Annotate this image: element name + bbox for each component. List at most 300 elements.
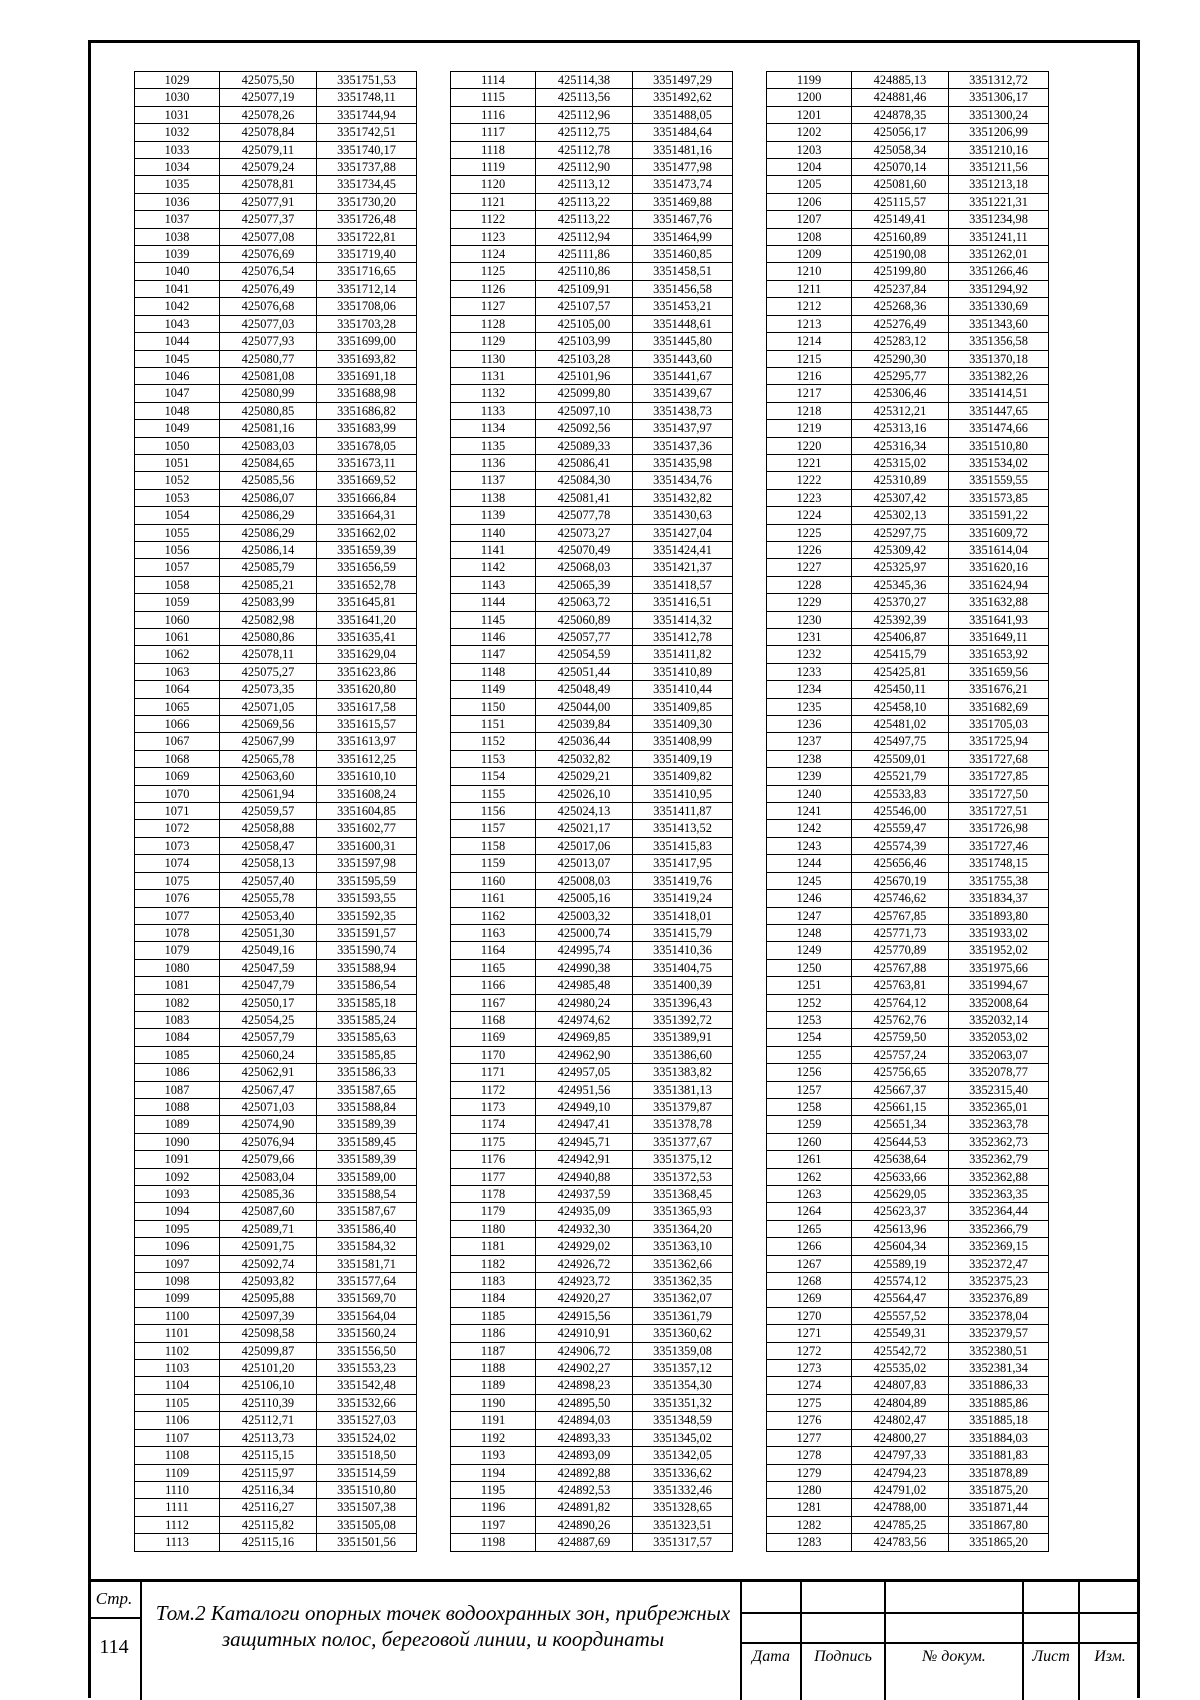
table-row [451, 437, 733, 454]
y-coordinate: 3351435,98 [633, 454, 733, 471]
point-number: 1091 [135, 1151, 220, 1168]
table-row [135, 1168, 417, 1185]
y-coordinate: 3351411,87 [633, 803, 733, 820]
y-coordinate: 3351484,64 [633, 124, 733, 141]
x-coordinate: 424942,91 [536, 1151, 633, 1168]
table-row [767, 1464, 1049, 1481]
y-coordinate: 3351878,89 [949, 1464, 1049, 1481]
y-coordinate: 3351467,76 [633, 211, 733, 228]
table-row [767, 298, 1049, 315]
y-coordinate: 3351569,70 [317, 1290, 417, 1307]
x-coordinate: 425670,19 [852, 872, 949, 889]
table-row [767, 1394, 1049, 1411]
point-number: 1103 [135, 1360, 220, 1377]
point-number: 1281 [767, 1499, 852, 1516]
y-coordinate: 3351727,46 [949, 837, 1049, 854]
point-number: 1200 [767, 89, 852, 106]
x-coordinate: 425078,11 [220, 646, 317, 663]
point-number: 1230 [767, 611, 852, 628]
point-number: 1171 [451, 1064, 536, 1081]
table-row [135, 541, 417, 558]
table-row [767, 750, 1049, 767]
y-coordinate: 3351623,86 [317, 663, 417, 680]
point-number: 1092 [135, 1168, 220, 1185]
y-coordinate: 3351589,39 [317, 1151, 417, 1168]
y-coordinate: 3351348,59 [633, 1412, 733, 1429]
y-coordinate: 3351653,92 [949, 646, 1049, 663]
x-coordinate: 425115,15 [220, 1447, 317, 1464]
x-coordinate: 425056,17 [852, 124, 949, 141]
point-number: 1188 [451, 1360, 536, 1377]
y-coordinate: 3351586,54 [317, 977, 417, 994]
x-coordinate: 424957,05 [536, 1064, 633, 1081]
y-coordinate: 3351361,79 [633, 1307, 733, 1324]
point-number: 1104 [135, 1377, 220, 1394]
y-coordinate: 3351581,71 [317, 1255, 417, 1272]
x-coordinate: 425008,03 [536, 872, 633, 889]
x-coordinate: 425316,34 [852, 437, 949, 454]
header-change: Изм. [1094, 1648, 1126, 1665]
x-coordinate: 425295,77 [852, 367, 949, 384]
x-coordinate: 425060,89 [536, 611, 633, 628]
table-row [451, 1447, 733, 1464]
x-coordinate: 425063,60 [220, 768, 317, 785]
y-coordinate: 3351488,05 [633, 106, 733, 123]
x-coordinate: 425110,86 [536, 263, 633, 280]
point-number: 1042 [135, 298, 220, 315]
point-number: 1190 [451, 1394, 536, 1411]
x-coordinate: 425032,82 [536, 750, 633, 767]
table-row [135, 1151, 417, 1168]
table-row [767, 1429, 1049, 1446]
y-coordinate: 3351448,61 [633, 315, 733, 332]
x-coordinate: 425112,75 [536, 124, 633, 141]
document-title: Том.2 Каталоги опорных точек водоохранных зон, прибрежных защитных полос, береговой линии, и координаты [155, 1601, 731, 1651]
x-coordinate: 425085,79 [220, 559, 317, 576]
table-row [135, 803, 417, 820]
point-number: 1247 [767, 907, 852, 924]
y-coordinate: 3351585,63 [317, 1029, 417, 1046]
x-coordinate: 424962,90 [536, 1046, 633, 1063]
table-row [451, 541, 733, 558]
x-coordinate: 425026,10 [536, 785, 633, 802]
y-coordinate: 3351492,62 [633, 89, 733, 106]
table-row [135, 1046, 417, 1063]
table-row [135, 1534, 417, 1551]
point-number: 1112 [135, 1516, 220, 1533]
table-row [767, 1481, 1049, 1498]
x-coordinate: 424878,35 [852, 106, 949, 123]
table-row [451, 89, 733, 106]
y-coordinate: 3351414,51 [949, 385, 1049, 402]
x-coordinate: 425759,50 [852, 1029, 949, 1046]
table-row [135, 1325, 417, 1342]
table-row [767, 1342, 1049, 1359]
point-number: 1152 [451, 733, 536, 750]
table-row [767, 1534, 1049, 1551]
table-row [135, 141, 417, 158]
table-row [767, 246, 1049, 263]
y-coordinate: 3351588,54 [317, 1186, 417, 1203]
point-number: 1170 [451, 1046, 536, 1063]
y-coordinate: 3351629,04 [317, 646, 417, 663]
point-number: 1075 [135, 872, 220, 889]
point-number: 1071 [135, 803, 220, 820]
table-row [135, 298, 417, 315]
point-number: 1164 [451, 942, 536, 959]
y-coordinate: 3351587,67 [317, 1203, 417, 1220]
x-coordinate: 424804,89 [852, 1394, 949, 1411]
point-number: 1215 [767, 350, 852, 367]
point-number: 1100 [135, 1307, 220, 1324]
y-coordinate: 3351641,20 [317, 611, 417, 628]
table-row [451, 72, 733, 89]
point-number: 1220 [767, 437, 852, 454]
page-number: 114 [99, 1636, 129, 1658]
point-number: 1130 [451, 350, 536, 367]
x-coordinate: 425084,30 [536, 472, 633, 489]
y-coordinate: 3351527,03 [317, 1412, 417, 1429]
point-number: 1192 [451, 1429, 536, 1446]
table-row [135, 750, 417, 767]
table-row [135, 1307, 417, 1324]
y-coordinate: 3351727,68 [949, 750, 1049, 767]
table-row [451, 228, 733, 245]
point-number: 1127 [451, 298, 536, 315]
table-row [451, 159, 733, 176]
point-number: 1050 [135, 437, 220, 454]
point-number: 1041 [135, 280, 220, 297]
y-coordinate: 3351317,57 [633, 1534, 733, 1551]
y-coordinate: 3352363,35 [949, 1186, 1049, 1203]
point-number: 1210 [767, 263, 852, 280]
header-sheet: Лист [1032, 1648, 1070, 1665]
y-coordinate: 3351744,94 [317, 106, 417, 123]
x-coordinate: 424923,72 [536, 1273, 633, 1290]
x-coordinate: 425237,84 [852, 280, 949, 297]
table-row [767, 420, 1049, 437]
x-coordinate: 425067,47 [220, 1081, 317, 1098]
point-number: 1268 [767, 1273, 852, 1290]
point-number: 1118 [451, 141, 536, 158]
point-number: 1191 [451, 1412, 536, 1429]
x-coordinate: 424885,13 [852, 72, 949, 89]
x-coordinate: 425770,89 [852, 942, 949, 959]
y-coordinate: 3351414,32 [633, 611, 733, 628]
table-row [451, 315, 733, 332]
point-number: 1034 [135, 159, 220, 176]
table-row [135, 507, 417, 524]
y-coordinate: 3351368,45 [633, 1186, 733, 1203]
y-coordinate: 3351624,94 [949, 576, 1049, 593]
point-number: 1173 [451, 1098, 536, 1115]
y-coordinate: 3351453,21 [633, 298, 733, 315]
y-coordinate: 3351221,31 [949, 193, 1049, 210]
y-coordinate: 3351441,67 [633, 367, 733, 384]
y-coordinate: 3351418,57 [633, 576, 733, 593]
y-coordinate: 3351381,13 [633, 1081, 733, 1098]
y-coordinate: 3351867,80 [949, 1516, 1049, 1533]
table-row [451, 716, 733, 733]
point-number: 1241 [767, 803, 852, 820]
x-coordinate: 425767,88 [852, 959, 949, 976]
x-coordinate: 424990,38 [536, 959, 633, 976]
y-coordinate: 3352032,14 [949, 1011, 1049, 1028]
point-number: 1240 [767, 785, 852, 802]
point-number: 1213 [767, 315, 852, 332]
table-row [451, 698, 733, 715]
y-coordinate: 3351585,85 [317, 1046, 417, 1063]
x-coordinate: 425268,36 [852, 298, 949, 315]
point-number: 1199 [767, 72, 852, 89]
table-row [767, 1290, 1049, 1307]
point-number: 1139 [451, 507, 536, 524]
table-row [767, 977, 1049, 994]
y-coordinate: 3351666,84 [317, 489, 417, 506]
point-number: 1065 [135, 698, 220, 715]
point-number: 1084 [135, 1029, 220, 1046]
point-number: 1074 [135, 855, 220, 872]
x-coordinate: 425309,42 [852, 541, 949, 558]
x-coordinate: 425574,39 [852, 837, 949, 854]
point-number: 1251 [767, 977, 852, 994]
table-row [767, 124, 1049, 141]
y-coordinate: 3351497,29 [633, 72, 733, 89]
table-row [767, 942, 1049, 959]
y-coordinate: 3351389,91 [633, 1029, 733, 1046]
table-row [451, 890, 733, 907]
x-coordinate: 425107,57 [536, 298, 633, 315]
table-row [451, 124, 733, 141]
y-coordinate: 3351656,59 [317, 559, 417, 576]
y-coordinate: 3351952,02 [949, 942, 1049, 959]
table-row [767, 1098, 1049, 1115]
table-row [135, 1360, 417, 1377]
y-coordinate: 3351553,23 [317, 1360, 417, 1377]
point-number: 1196 [451, 1499, 536, 1516]
y-coordinate: 3351432,82 [633, 489, 733, 506]
point-number: 1143 [451, 576, 536, 593]
point-number: 1077 [135, 907, 220, 924]
x-coordinate: 425099,80 [536, 385, 633, 402]
table-row [767, 1151, 1049, 1168]
table-row [767, 629, 1049, 646]
table-row [767, 559, 1049, 576]
x-coordinate: 424985,48 [536, 977, 633, 994]
point-number: 1085 [135, 1046, 220, 1063]
table-row [135, 594, 417, 611]
x-coordinate: 424937,59 [536, 1186, 633, 1203]
y-coordinate: 3351458,51 [633, 263, 733, 280]
table-row [767, 594, 1049, 611]
point-number: 1114 [451, 72, 536, 89]
table-row [767, 367, 1049, 384]
y-coordinate: 3351336,62 [633, 1464, 733, 1481]
x-coordinate: 425450,11 [852, 681, 949, 698]
x-coordinate: 425160,89 [852, 228, 949, 245]
y-coordinate: 3351362,35 [633, 1273, 733, 1290]
point-number: 1227 [767, 559, 852, 576]
header-doc-number: № докум. [922, 1648, 986, 1665]
point-number: 1206 [767, 193, 852, 210]
point-number: 1102 [135, 1342, 220, 1359]
x-coordinate: 425080,77 [220, 350, 317, 367]
y-coordinate: 3351356,58 [949, 333, 1049, 350]
x-coordinate: 425081,60 [852, 176, 949, 193]
point-number: 1044 [135, 333, 220, 350]
x-coordinate: 425113,12 [536, 176, 633, 193]
table-row [451, 524, 733, 541]
y-coordinate: 3351410,89 [633, 663, 733, 680]
x-coordinate: 425021,17 [536, 820, 633, 837]
point-number: 1140 [451, 524, 536, 541]
y-coordinate: 3351589,45 [317, 1133, 417, 1150]
point-number: 1144 [451, 594, 536, 611]
x-coordinate: 425074,90 [220, 1116, 317, 1133]
point-number: 1226 [767, 541, 852, 558]
x-coordinate: 425535,02 [852, 1360, 949, 1377]
point-number: 1261 [767, 1151, 852, 1168]
table-row [767, 1133, 1049, 1150]
x-coordinate: 424951,56 [536, 1081, 633, 1098]
table-row [767, 1447, 1049, 1464]
table-row [135, 72, 417, 89]
point-number: 1099 [135, 1290, 220, 1307]
point-number: 1212 [767, 298, 852, 315]
y-coordinate: 3351323,51 [633, 1516, 733, 1533]
point-number: 1223 [767, 489, 852, 506]
x-coordinate: 425092,74 [220, 1255, 317, 1272]
point-number: 1033 [135, 141, 220, 158]
y-coordinate: 3351211,56 [949, 159, 1049, 176]
x-coordinate: 424915,56 [536, 1307, 633, 1324]
y-coordinate: 3351386,60 [633, 1046, 733, 1063]
x-coordinate: 424935,09 [536, 1203, 633, 1220]
table-row [135, 472, 417, 489]
table-row [451, 663, 733, 680]
point-number: 1218 [767, 402, 852, 419]
point-number: 1107 [135, 1429, 220, 1446]
x-coordinate: 425077,78 [536, 507, 633, 524]
x-coordinate: 425392,39 [852, 611, 949, 628]
y-coordinate: 3351604,85 [317, 803, 417, 820]
y-coordinate: 3351719,40 [317, 246, 417, 263]
y-coordinate: 3351722,81 [317, 228, 417, 245]
table-row [767, 263, 1049, 280]
point-number: 1264 [767, 1203, 852, 1220]
x-coordinate: 425083,03 [220, 437, 317, 454]
x-coordinate: 424895,50 [536, 1394, 633, 1411]
point-number: 1233 [767, 663, 852, 680]
table-row [451, 559, 733, 576]
x-coordinate: 425059,57 [220, 803, 317, 820]
y-coordinate: 3351737,88 [317, 159, 417, 176]
y-coordinate: 3351410,95 [633, 785, 733, 802]
point-number: 1088 [135, 1098, 220, 1115]
x-coordinate: 424802,47 [852, 1412, 949, 1429]
y-coordinate: 3351649,11 [949, 629, 1049, 646]
point-number: 1277 [767, 1429, 852, 1446]
point-number: 1243 [767, 837, 852, 854]
table-row [451, 1360, 733, 1377]
table-row [767, 524, 1049, 541]
x-coordinate: 425067,99 [220, 733, 317, 750]
y-coordinate: 3351712,14 [317, 280, 417, 297]
y-coordinate: 3351206,99 [949, 124, 1049, 141]
table-row [135, 977, 417, 994]
table-row [135, 907, 417, 924]
y-coordinate: 3351345,02 [633, 1429, 733, 1446]
y-coordinate: 3351560,24 [317, 1325, 417, 1342]
point-number: 1256 [767, 1064, 852, 1081]
x-coordinate: 425656,46 [852, 855, 949, 872]
table-row [451, 1064, 733, 1081]
y-coordinate: 3351330,69 [949, 298, 1049, 315]
y-coordinate: 3351379,87 [633, 1098, 733, 1115]
x-coordinate: 425089,33 [536, 437, 633, 454]
table-row [135, 924, 417, 941]
x-coordinate: 425071,03 [220, 1098, 317, 1115]
x-coordinate: 425302,13 [852, 507, 949, 524]
point-number: 1195 [451, 1481, 536, 1498]
table-row [451, 1133, 733, 1150]
point-number: 1269 [767, 1290, 852, 1307]
point-number: 1193 [451, 1447, 536, 1464]
table-row [767, 141, 1049, 158]
x-coordinate: 425029,21 [536, 768, 633, 785]
y-coordinate: 3351400,39 [633, 977, 733, 994]
x-coordinate: 425063,72 [536, 594, 633, 611]
table-row [135, 872, 417, 889]
table-row [135, 629, 417, 646]
y-coordinate: 3351577,64 [317, 1273, 417, 1290]
table-row [767, 489, 1049, 506]
table-row [767, 402, 1049, 419]
x-coordinate: 425115,82 [220, 1516, 317, 1533]
y-coordinate: 3352379,57 [949, 1325, 1049, 1342]
coordinates-table-left [134, 71, 417, 1552]
x-coordinate: 425307,42 [852, 489, 949, 506]
x-coordinate: 424932,30 [536, 1220, 633, 1237]
point-number: 1194 [451, 1464, 536, 1481]
y-coordinate: 3351708,06 [317, 298, 417, 315]
point-number: 1040 [135, 263, 220, 280]
point-number: 1078 [135, 924, 220, 941]
point-number: 1067 [135, 733, 220, 750]
point-number: 1122 [451, 211, 536, 228]
y-coordinate: 3351686,82 [317, 402, 417, 419]
x-coordinate: 425497,75 [852, 733, 949, 750]
y-coordinate: 3351532,66 [317, 1394, 417, 1411]
table-row [451, 280, 733, 297]
table-row [767, 72, 1049, 89]
point-number: 1048 [135, 402, 220, 419]
x-coordinate: 424926,72 [536, 1255, 633, 1272]
x-coordinate: 425057,40 [220, 872, 317, 889]
point-number: 1162 [451, 907, 536, 924]
y-coordinate: 3351705,03 [949, 716, 1049, 733]
x-coordinate: 425003,32 [536, 907, 633, 924]
x-coordinate: 425051,44 [536, 663, 633, 680]
point-number: 1236 [767, 716, 852, 733]
table-row [135, 768, 417, 785]
point-number: 1187 [451, 1342, 536, 1359]
point-number: 1186 [451, 1325, 536, 1342]
point-number: 1160 [451, 872, 536, 889]
point-number: 1086 [135, 1064, 220, 1081]
x-coordinate: 425076,68 [220, 298, 317, 315]
x-coordinate: 425546,00 [852, 803, 949, 820]
